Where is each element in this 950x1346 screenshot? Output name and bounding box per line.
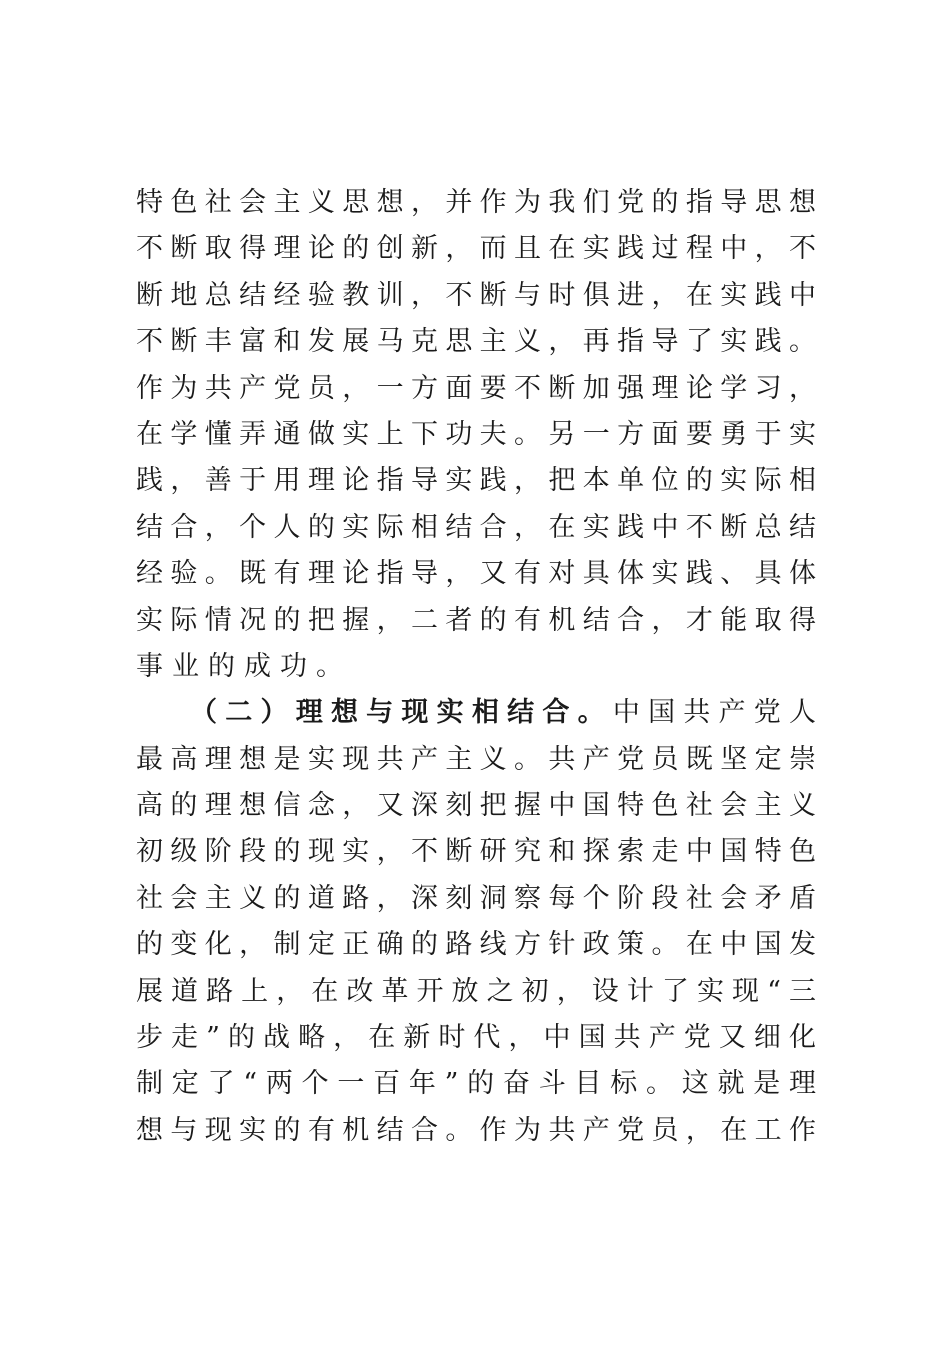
paragraph-line: 不断丰富和发展马克思主义，再指导了实践。 [136,326,816,358]
paragraph-line: 的变化，制定正确的路线方针政策。在中国发 [136,929,816,961]
section-heading: （二）理想与现实相结合。 [190,697,613,729]
paragraph-line: 最高理想是实现共产主义。共产党员既坚定崇 [136,743,816,775]
paragraph-line: 特色社会主义思想，并作为我们党的指导思想 [136,187,816,218]
paragraph-line: 结合，个人的实际相结合，在实践中不断总结 [136,511,816,543]
paragraph-line: 不断取得理论的创新，而且在实践过程中，不 [136,233,816,265]
paragraph-line: 实际情况的把握，二者的有机结合，才能取得 [136,604,816,636]
paragraph-line: 想与现实的有机结合。作为共产党员，在工作 [136,1114,816,1146]
paragraph-text: 中国共产党人 [612,697,817,729]
section-heading-line [136,690,816,736]
paragraph-line: 作为共产党员，一方面要不断加强理论学习， [136,372,816,404]
paragraph-line: 高的理想信念，又深刻把握中国特色社会主义 [136,790,816,822]
paragraph-line: 践，善于用理论指导实践，把本单位的实际相 [136,465,816,497]
paragraph-line: 断地总结经验教训，不断与时俱进，在实践中 [136,279,816,311]
document-body [136,180,816,1154]
paragraph-line: 事业的成功。 [136,650,352,682]
paragraph-line: 步走”的战略，在新时代，中国共产党又细化 [136,1022,816,1054]
paragraph-line: 初级阶段的现实，不断研究和探索走中国特色 [136,836,816,868]
paragraph-line: 制定了“两个一百年”的奋斗目标。这就是理 [136,1068,816,1100]
paragraph-line: 展道路上，在改革开放之初，设计了实现“三 [136,975,816,1007]
paragraph-line: 在学懂弄通做实上下功夫。另一方面要勇于实 [136,418,816,450]
paragraph-line: 经验。既有理论指导，又有对具体实践、具体 [136,558,816,590]
paragraph-line: 社会主义的道路，深刻洞察每个阶段社会矛盾 [136,882,816,914]
